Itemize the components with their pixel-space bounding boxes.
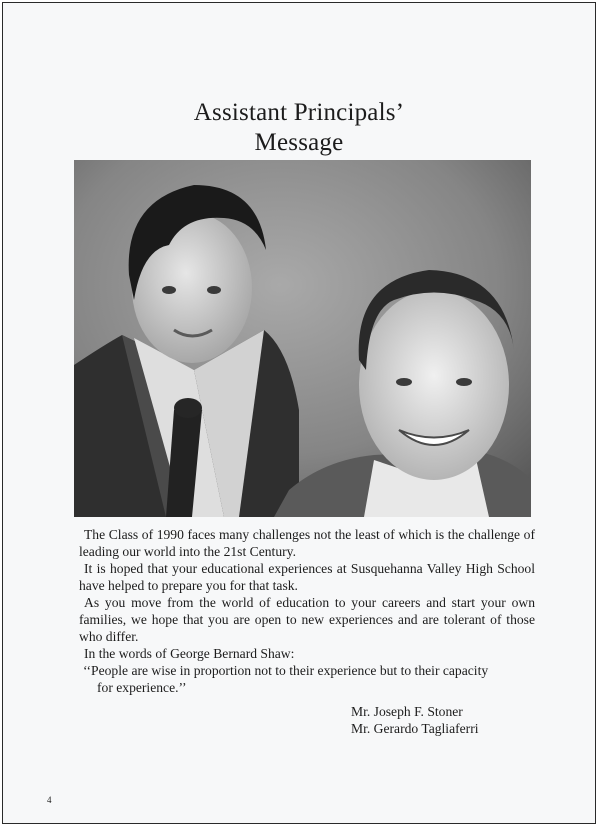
yearbook-page (2, 2, 596, 824)
page-number: 4 (47, 795, 52, 805)
message-body (79, 526, 535, 696)
quote-line-2: for experience.’’ (97, 680, 187, 695)
shaw-quote (79, 662, 535, 696)
assistant-principals-photo (74, 160, 531, 517)
signature-stoner: Mr. Joseph F. Stoner (351, 704, 463, 719)
title-line-2: Message (254, 129, 344, 156)
title-line-1: Assistant Principals’ (193, 99, 405, 126)
paragraph-4: In the words of George Bernard Shaw: (84, 646, 295, 661)
paragraph-1: The Class of 1990 faces many challenges not the least of which is the challenge of leading our world into the 21st Century. (79, 527, 535, 559)
page-title (3, 98, 595, 158)
signature-tagliaferri: Mr. Gerardo Tagliaferri (351, 721, 479, 736)
quote-line-1: ‘‘People are wise in proportion not to their experience but to their capacity (83, 663, 489, 678)
paragraph-3: As you move from the world of education to your careers and start your own families, we hope that you are open to new experiences and are tolerant of those who differ. (79, 595, 535, 644)
signatures (351, 703, 479, 737)
paragraph-2: It is hoped that your educational experiences at Susquehanna Valley High School have helped to prepare you for that task. (79, 561, 535, 593)
